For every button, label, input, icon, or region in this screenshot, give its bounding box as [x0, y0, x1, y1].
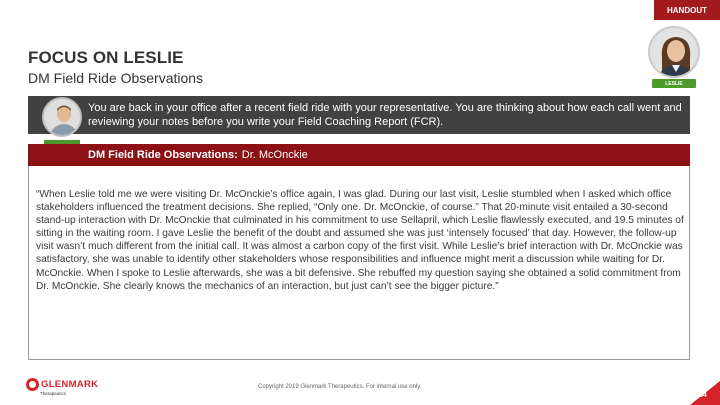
section-doctor: Dr. McOnckie: [241, 149, 308, 161]
section-label: DM Field Ride Observations:: [88, 149, 238, 161]
intro-text: You are back in your office after a recent field ride with your representative. You are thinking about how each call went and reviewing your notes before you write your Field Coaching Report (FCR).: [88, 102, 682, 128]
intro-bar: [28, 96, 690, 134]
page-title: FOCUS ON LESLIE: [28, 48, 184, 67]
section-header: [28, 144, 690, 166]
quote-box: [28, 166, 690, 360]
glenmark-logo-icon: [26, 378, 39, 391]
manager-avatar: [42, 97, 82, 137]
logo-name: GLENMARK: [41, 379, 99, 390]
leslie-name-badge: LESLIE: [652, 79, 696, 88]
observation-quote: “When Leslie told me we were visiting Dr. McOnckie’s office again, I was glad. During our last visit, Leslie stumbled when I asked which office stakeholders influenced the treatment decisions. She replied, “Only one. Dr. McOnckie, of course.” That 20-minute visit entailed a 30-second stand-up interaction with Dr. McOnckie that culminated in his commitment to use Sellapril, which Leslie flawlessly executed, and 19.5 minutes of sitting in the waiting room. I gave Leslie the benefit of the doubt and assumed she was just ‘intensely focused’ that day. However, the follow-up visit wasn’t much different from the initial call. It was almost a carbon copy of the first visit. While Leslie’s brief interaction with Dr. McOnckie was satisfactory, she was unable to identify other stakeholders whose responsibilities and influence might merit a discussion while waiting for Dr. McOnckie. When I spoke to Leslie afterwards, she was a bit defensive. She rebuffed my question saying she obtained a solid commitment from Dr. McOnckie. She clearly knows the mechanics of an interaction, but just can’t see the bigger picture.”: [36, 189, 684, 292]
leslie-portrait-icon: [650, 28, 700, 78]
page-subtitle: DM Field Ride Observations: [28, 70, 204, 86]
page-number: 54: [699, 392, 707, 399]
glenmark-logo: [26, 378, 98, 391]
handout-tag: HANDOUT: [654, 0, 720, 20]
leslie-avatar: [648, 26, 700, 78]
copyright: Copyright 2019 Glenmark Therapeutics. For internal use only.: [258, 384, 422, 390]
logo-subtitle: Therapeutics: [40, 391, 67, 396]
